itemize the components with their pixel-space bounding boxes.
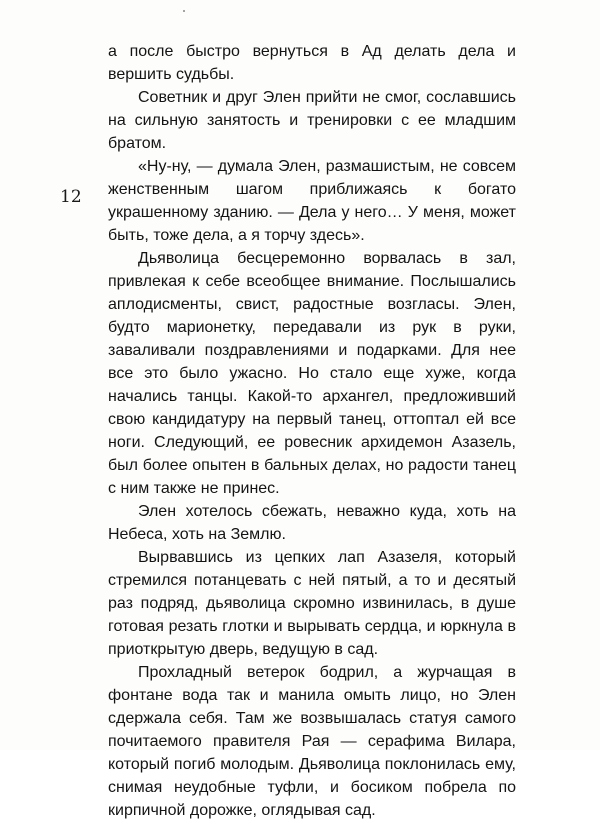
paragraph-4: Дьяволица бесцеремонно ворвалась в зал, привлекая к себе всеобщее внимание. Послышались аплодисменты, свист, радостные возгласы. Элен, будто марионетку, передавали из рук в руки, заваливали поздравлениями и подарками. Для нее все это было ужасно. Но стало еще хуже, когда начались танцы. Какой-то архангел, предложивший свою кандидатуру на первый танец, оттоптал ей все ноги. Следующий, ее ровесник архидемон Азазель, был более опытен в бальных делах, но радости танец с ним также не принес. [108,250,516,497]
print-speck [183,10,185,12]
paragraph-5: Элен хотелось сбежать, неважно куда, хоть на Небеса, хоть на Землю. [108,503,516,543]
paragraph-7: Прохладный ветерок бодрил, а журчащая в фонтане вода так и манила омыть лицо, но Элен сдержала себя. Там же возвышалась статуя самого почитаемого правителя Рая — серафима Вилара, который погиб молодым. Дьяволица поклонилась ему, снимая неудобные туфли, и босиком побрела по кирпичной дорожке, оглядывая сад. [108,664,516,819]
paragraph-1: а после быстро вернуться в Ад делать дела и вершить судьбы. [108,43,516,83]
paragraph-6: Вырвавшись из цепких лап Азазеля, который стремился потанцевать с ней пятый, а то и десятый раз подряд, дьяволица скромно извинилась, в душе готовая резать глотки и вырывать сердца, и юркнула в приоткрытую дверь, ведущую в сад. [108,549,516,658]
paragraph-2: Советник и друг Элен прийти не смог, сославшись на сильную занятость и тренировки с ее младшим братом. [108,89,516,152]
body-text [108,40,516,822]
paragraph-3: «Ну-ну, — думала Элен, размашистым, не совсем женственным шагом приближаясь к богато украшенному зданию. — Дела у него… У меня, может быть, тоже дела, а я торчу здесь». [108,158,516,244]
page-number: 12 [60,187,82,207]
